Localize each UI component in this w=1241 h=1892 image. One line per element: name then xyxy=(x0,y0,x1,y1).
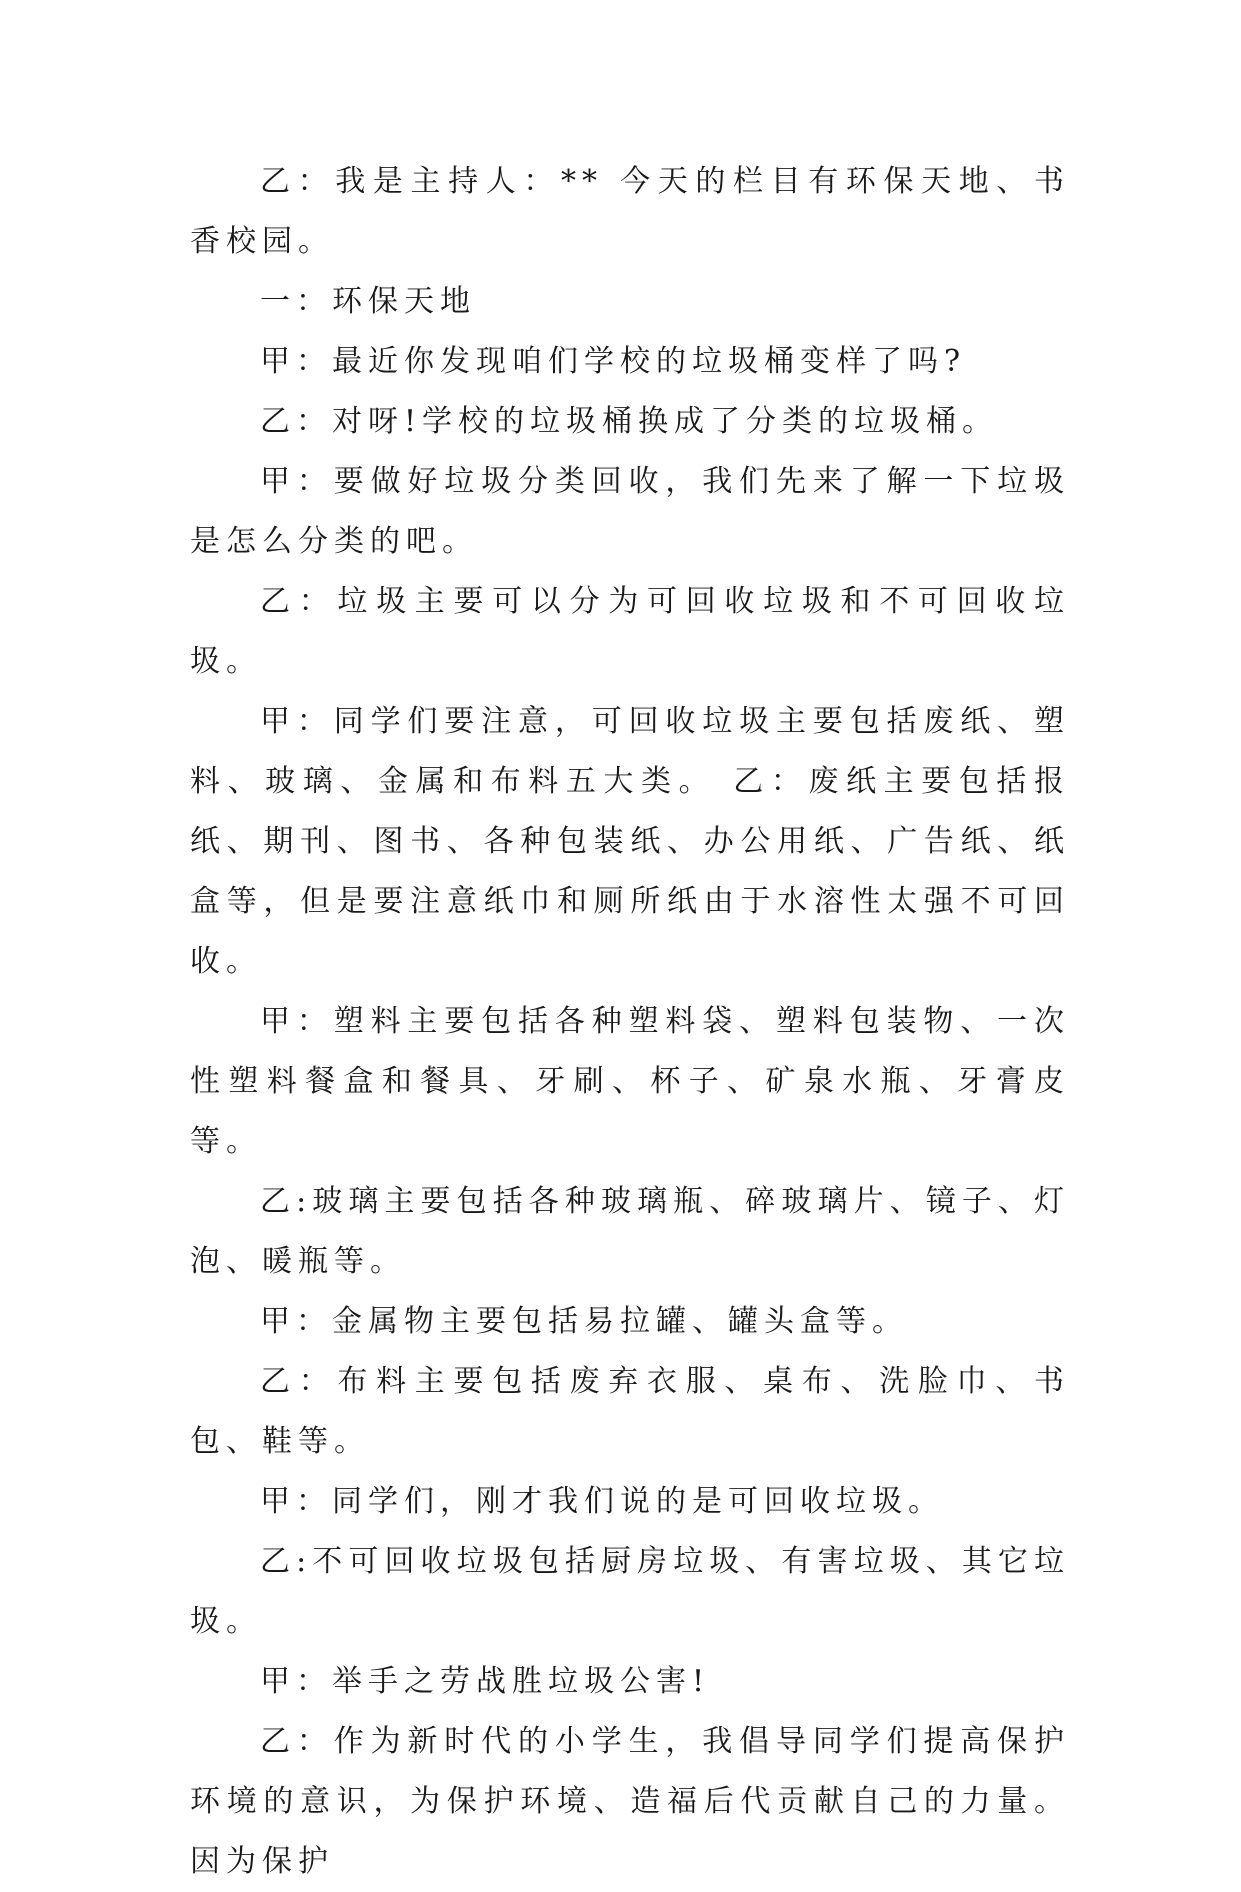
paragraph-dialogue: 乙:不可回收垃圾包括厨房垃圾、有害垃圾、其它垃圾。 xyxy=(190,1544,1070,1639)
paragraph-dialogue: 甲：要做好垃圾分类回收，我们先来了解一下垃圾是怎么分类的吧。 xyxy=(190,464,1070,559)
paragraph-dialogue: 乙：对呀!学校的垃圾桶换成了分类的垃圾桶。 xyxy=(260,404,999,439)
document-body xyxy=(190,152,1070,1892)
paragraph-dialogue: 乙:玻璃主要包括各种玻璃瓶、碎玻璃片、镜子、灯泡、暖瓶等。 xyxy=(190,1184,1070,1279)
paragraph-dialogue: 甲：最近你发现咱们学校的垃圾桶变样了吗? xyxy=(260,344,967,379)
paragraph-dialogue: 乙：布料主要包括废弃衣服、桌布、洗脸巾、书包、鞋等。 xyxy=(190,1364,1070,1459)
paragraph-dialogue: 乙：作为新时代的小学生，我倡导同学们提高保护环境的意识，为保护环境、造福后代贡献自己的力量。因为保护 xyxy=(190,1724,1070,1879)
paragraph-dialogue: 甲：同学们要注意，可回收垃圾主要包括废纸、塑料、玻璃、金属和布料五大类。 乙：废纸主要包括报纸、期刊、图书、各种包装纸、办公用纸、广告纸、纸盒等，但是要注意纸巾和厕所纸由于水溶性太强不可回收。 xyxy=(190,704,1070,979)
paragraph-section-heading: 一：环保天地 xyxy=(260,284,476,319)
paragraph-dialogue: 甲：金属物主要包括易拉罐、罐头盒等。 xyxy=(260,1304,908,1339)
paragraph-host-intro: 乙：我是主持人：** 今天的栏目有环保天地、书香校园。 xyxy=(190,164,1070,259)
paragraph-dialogue: 甲：举手之劳战胜垃圾公害! xyxy=(260,1664,711,1699)
paragraph-dialogue: 乙：垃圾主要可以分为可回收垃圾和不可回收垃圾。 xyxy=(190,584,1070,679)
paragraph-dialogue: 甲：同学们，刚才我们说的是可回收垃圾。 xyxy=(260,1484,944,1519)
paragraph-dialogue: 甲：塑料主要包括各种塑料袋、塑料包装物、一次性塑料餐盒和餐具、牙刷、杯子、矿泉水瓶、牙膏皮等。 xyxy=(190,1004,1070,1159)
